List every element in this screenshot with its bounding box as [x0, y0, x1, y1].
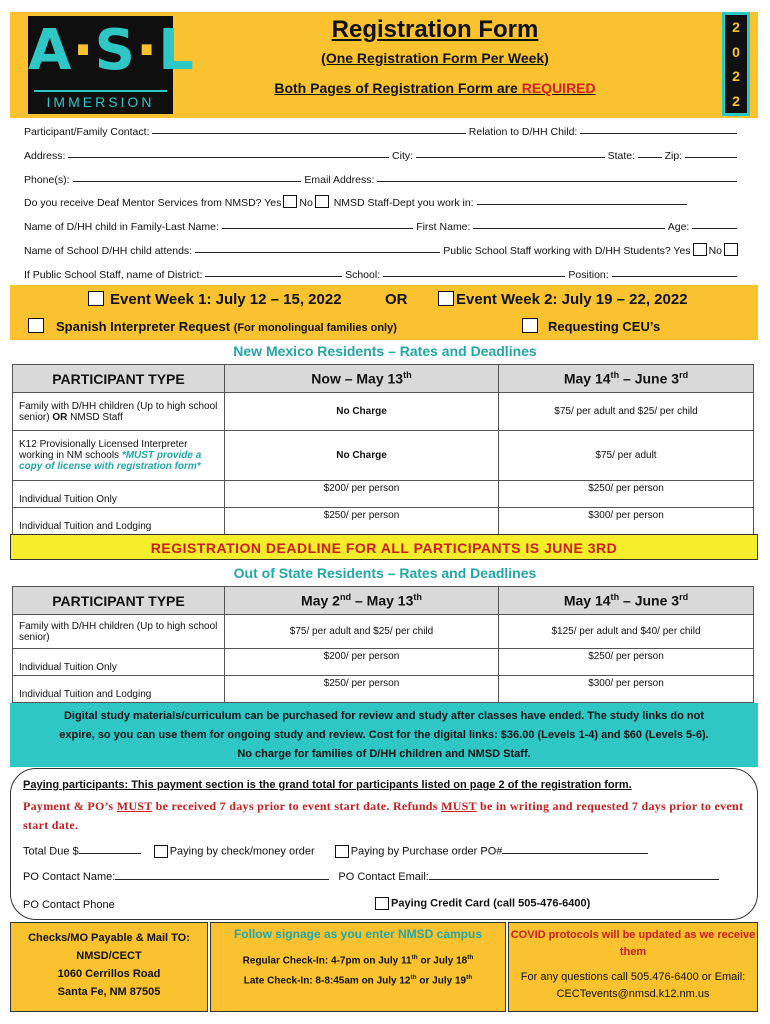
table-row: [13, 676, 754, 703]
event-selection: [10, 285, 758, 340]
nmsd-dept-field[interactable]: [477, 195, 687, 205]
position-field[interactable]: [612, 267, 737, 277]
early-rate-cell: $250/ per person: [225, 508, 499, 535]
digital-materials-note: Digital study materials/curriculum can be purchased for review and study after classes have ended. The study links do not expire, so you can use them for ongoing study and review. Cost for the digital links: $36.00 (Levels 1-4) and $60 (Levels 5-6). No charge for families of D/HH children and NMSD Staff.: [10, 703, 758, 767]
header-banner: [10, 12, 758, 118]
header-late-period: May 14th – June 3rd: [499, 365, 754, 393]
footer: [10, 922, 758, 1012]
table-header-row: [13, 365, 754, 393]
event-week-1[interactable]: Event Week 1: July 12 – 15, 2022: [88, 291, 342, 308]
public-staff-yes-checkbox[interactable]: [693, 243, 707, 256]
participant-type-cell: Individual Tuition and Lodging: [13, 676, 225, 703]
table-row: [13, 393, 754, 431]
logo-letters: A·S·L: [28, 18, 195, 83]
deaf-mentor-no-checkbox[interactable]: [315, 195, 329, 208]
or-label: OR: [385, 291, 408, 308]
payment-method-row: Total Due $ Paying by check/money order Paying by Purchase order PO#: [23, 845, 648, 858]
deaf-mentor-yes-checkbox[interactable]: [283, 195, 297, 208]
form-row: If Public School Staff, name of District: School: Position:: [24, 267, 740, 291]
city-field[interactable]: [416, 148, 605, 158]
late-rate-cell: $75/ per adult: [499, 431, 754, 481]
check-money-order-checkbox[interactable]: [154, 845, 168, 858]
address-field[interactable]: [68, 148, 389, 158]
form-row: Do you receive Deaf Mentor Services from NMSD? Yes No NMSD Staff-Dept you work in:: [24, 195, 740, 219]
po-phone-row: PO Contact Phone: [23, 899, 115, 911]
header-participant-type: PARTICIPANT TYPE: [13, 365, 225, 393]
table-header-row: [13, 587, 754, 615]
po-contact-name-field[interactable]: [115, 879, 329, 880]
email-field[interactable]: [377, 172, 737, 182]
year-digit: 2: [732, 19, 740, 36]
header-participant-type: PARTICIPANT TYPE: [13, 587, 225, 615]
payment-section: [10, 768, 758, 920]
early-rate-cell: No Charge: [225, 393, 499, 431]
phone-field[interactable]: [73, 172, 302, 182]
logo-subtitle: IMMERSION: [34, 90, 167, 110]
header-early-period: Now – May 13th: [225, 365, 499, 393]
nm-rates-title: New Mexico Residents – Rates and Deadlines: [233, 343, 537, 359]
state-field[interactable]: [638, 148, 662, 158]
public-staff-no-checkbox[interactable]: [724, 243, 738, 256]
form-row: Participant/Family Contact: Relation to D/HH Child:: [24, 124, 740, 148]
year-digit: 2: [732, 68, 740, 85]
early-rate-cell: $75/ per adult and $25/ per child: [225, 615, 499, 649]
header-late-period: May 14th – June 3rd: [499, 587, 754, 615]
participant-type-cell: Individual Tuition and Lodging: [13, 508, 225, 535]
school-attends-field[interactable]: [195, 243, 440, 253]
late-rate-cell: $250/ per person: [499, 481, 754, 508]
district-field[interactable]: [205, 267, 342, 277]
ceu-option[interactable]: Requesting CEU’s: [522, 318, 660, 334]
credit-card-checkbox[interactable]: [375, 897, 389, 910]
year-badge: [722, 12, 750, 116]
covid-contact-box: COVID protocols will be updated as we receive them For any questions call 505.476-6400 or Email: CECTevents@nmsd.k12.nm.us: [508, 922, 758, 1012]
relation-field[interactable]: [580, 124, 737, 134]
nm-rates-table: [12, 364, 754, 535]
participant-type-cell: Family with D/HH children (Up to high school senior) OR NMSD Staff: [13, 393, 225, 431]
regular-check-in: Regular Check-In: 4-7pm on July 11th or July 18th: [242, 954, 474, 967]
header-early-period: May 2nd – May 13th: [225, 587, 499, 615]
oos-rates-title: Out of State Residents – Rates and Deadlines: [233, 565, 537, 581]
asl-immersion-logo: [28, 16, 195, 114]
spanish-interpreter-checkbox[interactable]: [28, 318, 44, 333]
participant-type-cell: Individual Tuition Only: [13, 481, 225, 508]
zip-field[interactable]: [685, 148, 737, 158]
early-rate-cell: $200/ per person: [225, 649, 499, 676]
early-rate-cell: $250/ per person: [225, 676, 499, 703]
check-in-box: Follow signage as you enter NMSD campus Regular Check-In: 4-7pm on July 11th or July 18th Late Check-In: 8-8:45am on July 12th or July 19th: [210, 922, 506, 1012]
po-number-field[interactable]: [502, 853, 648, 854]
event-week-1-checkbox[interactable]: [88, 291, 104, 306]
both-pages-note: Both Pages of Registration Form are REQUIRED: [274, 80, 596, 96]
year-digit: 0: [732, 43, 740, 60]
early-rate-cell: No Charge: [225, 431, 499, 481]
form-row: Name of D/HH child in Family-Last Name: First Name: Age:: [24, 219, 740, 243]
child-age-field[interactable]: [692, 219, 737, 229]
purchase-order-checkbox[interactable]: [335, 845, 349, 858]
form-row: Address: City: State: Zip:: [24, 148, 740, 172]
oos-rates-table: [12, 586, 754, 703]
year-digit: 2: [732, 92, 740, 109]
event-week-2-checkbox[interactable]: [438, 291, 454, 306]
payment-policy: Payment & PO’s MUST be received 7 days prior to event start date. Refunds MUST be in writing and requested 7 days prior to event start date.: [23, 799, 744, 832]
page-subtitle: (One Registration Form Per Week): [321, 50, 549, 66]
table-row: [13, 615, 754, 649]
school-field[interactable]: [383, 267, 565, 277]
participant-type-cell: Individual Tuition Only: [13, 649, 225, 676]
late-rate-cell: $300/ per person: [499, 676, 754, 703]
child-last-name-field[interactable]: [222, 219, 413, 229]
late-rate-cell: $75/ per adult and $25/ per child: [499, 393, 754, 431]
total-due-field[interactable]: [79, 853, 141, 854]
spanish-interpreter-option[interactable]: Spanish Interpreter Request (For monolingual families only): [28, 318, 397, 334]
table-row: [13, 508, 754, 535]
registration-deadline-banner: REGISTRATION DEADLINE FOR ALL PARTICIPANTS IS JUNE 3RD: [10, 534, 758, 560]
ceu-checkbox[interactable]: [522, 318, 538, 333]
participant-type-cell: Family with D/HH children (Up to high school senior): [13, 615, 225, 649]
child-first-name-field[interactable]: [473, 219, 664, 229]
title-block: [180, 16, 690, 96]
late-rate-cell: $125/ per adult and $40/ per child: [499, 615, 754, 649]
early-rate-cell: $200/ per person: [225, 481, 499, 508]
payment-heading: Paying participants: This payment section is the grand total for participants listed on page 2 of the registration form.: [23, 779, 632, 791]
event-week-2[interactable]: Event Week 2: July 19 – 22, 2022: [438, 291, 688, 308]
credit-card-option[interactable]: Paying Credit Card (call 505-476-6400): [373, 897, 590, 910]
contact-form: [24, 124, 740, 291]
form-row: Name of School D/HH child attends: Public School Staff working with D/HH Students? Yes No: [24, 243, 740, 267]
table-row: [13, 649, 754, 676]
participant-contact-field[interactable]: [152, 124, 465, 134]
po-contact-email-field[interactable]: [429, 879, 719, 880]
table-row: [13, 481, 754, 508]
form-row: Phone(s): Email Address:: [24, 172, 740, 196]
late-rate-cell: $250/ per person: [499, 649, 754, 676]
page-title: Registration Form: [331, 16, 539, 43]
late-rate-cell: $300/ per person: [499, 508, 754, 535]
table-row: [13, 431, 754, 481]
po-contact-row: PO Contact Name: PO Contact Email:: [23, 871, 719, 883]
participant-type-cell: K12 Provisionally Licensed Interpreter working in NM schools *MUST provide a copy of license with registration form*: [13, 431, 225, 481]
late-check-in: Late Check-In: 8-8:45am on July 12th or July 19th: [243, 974, 473, 987]
mailing-address-box: Checks/MO Payable & Mail TO: NMSD/CECT 1060 Cerrillos Road Santa Fe, NM 87505: [10, 922, 208, 1012]
